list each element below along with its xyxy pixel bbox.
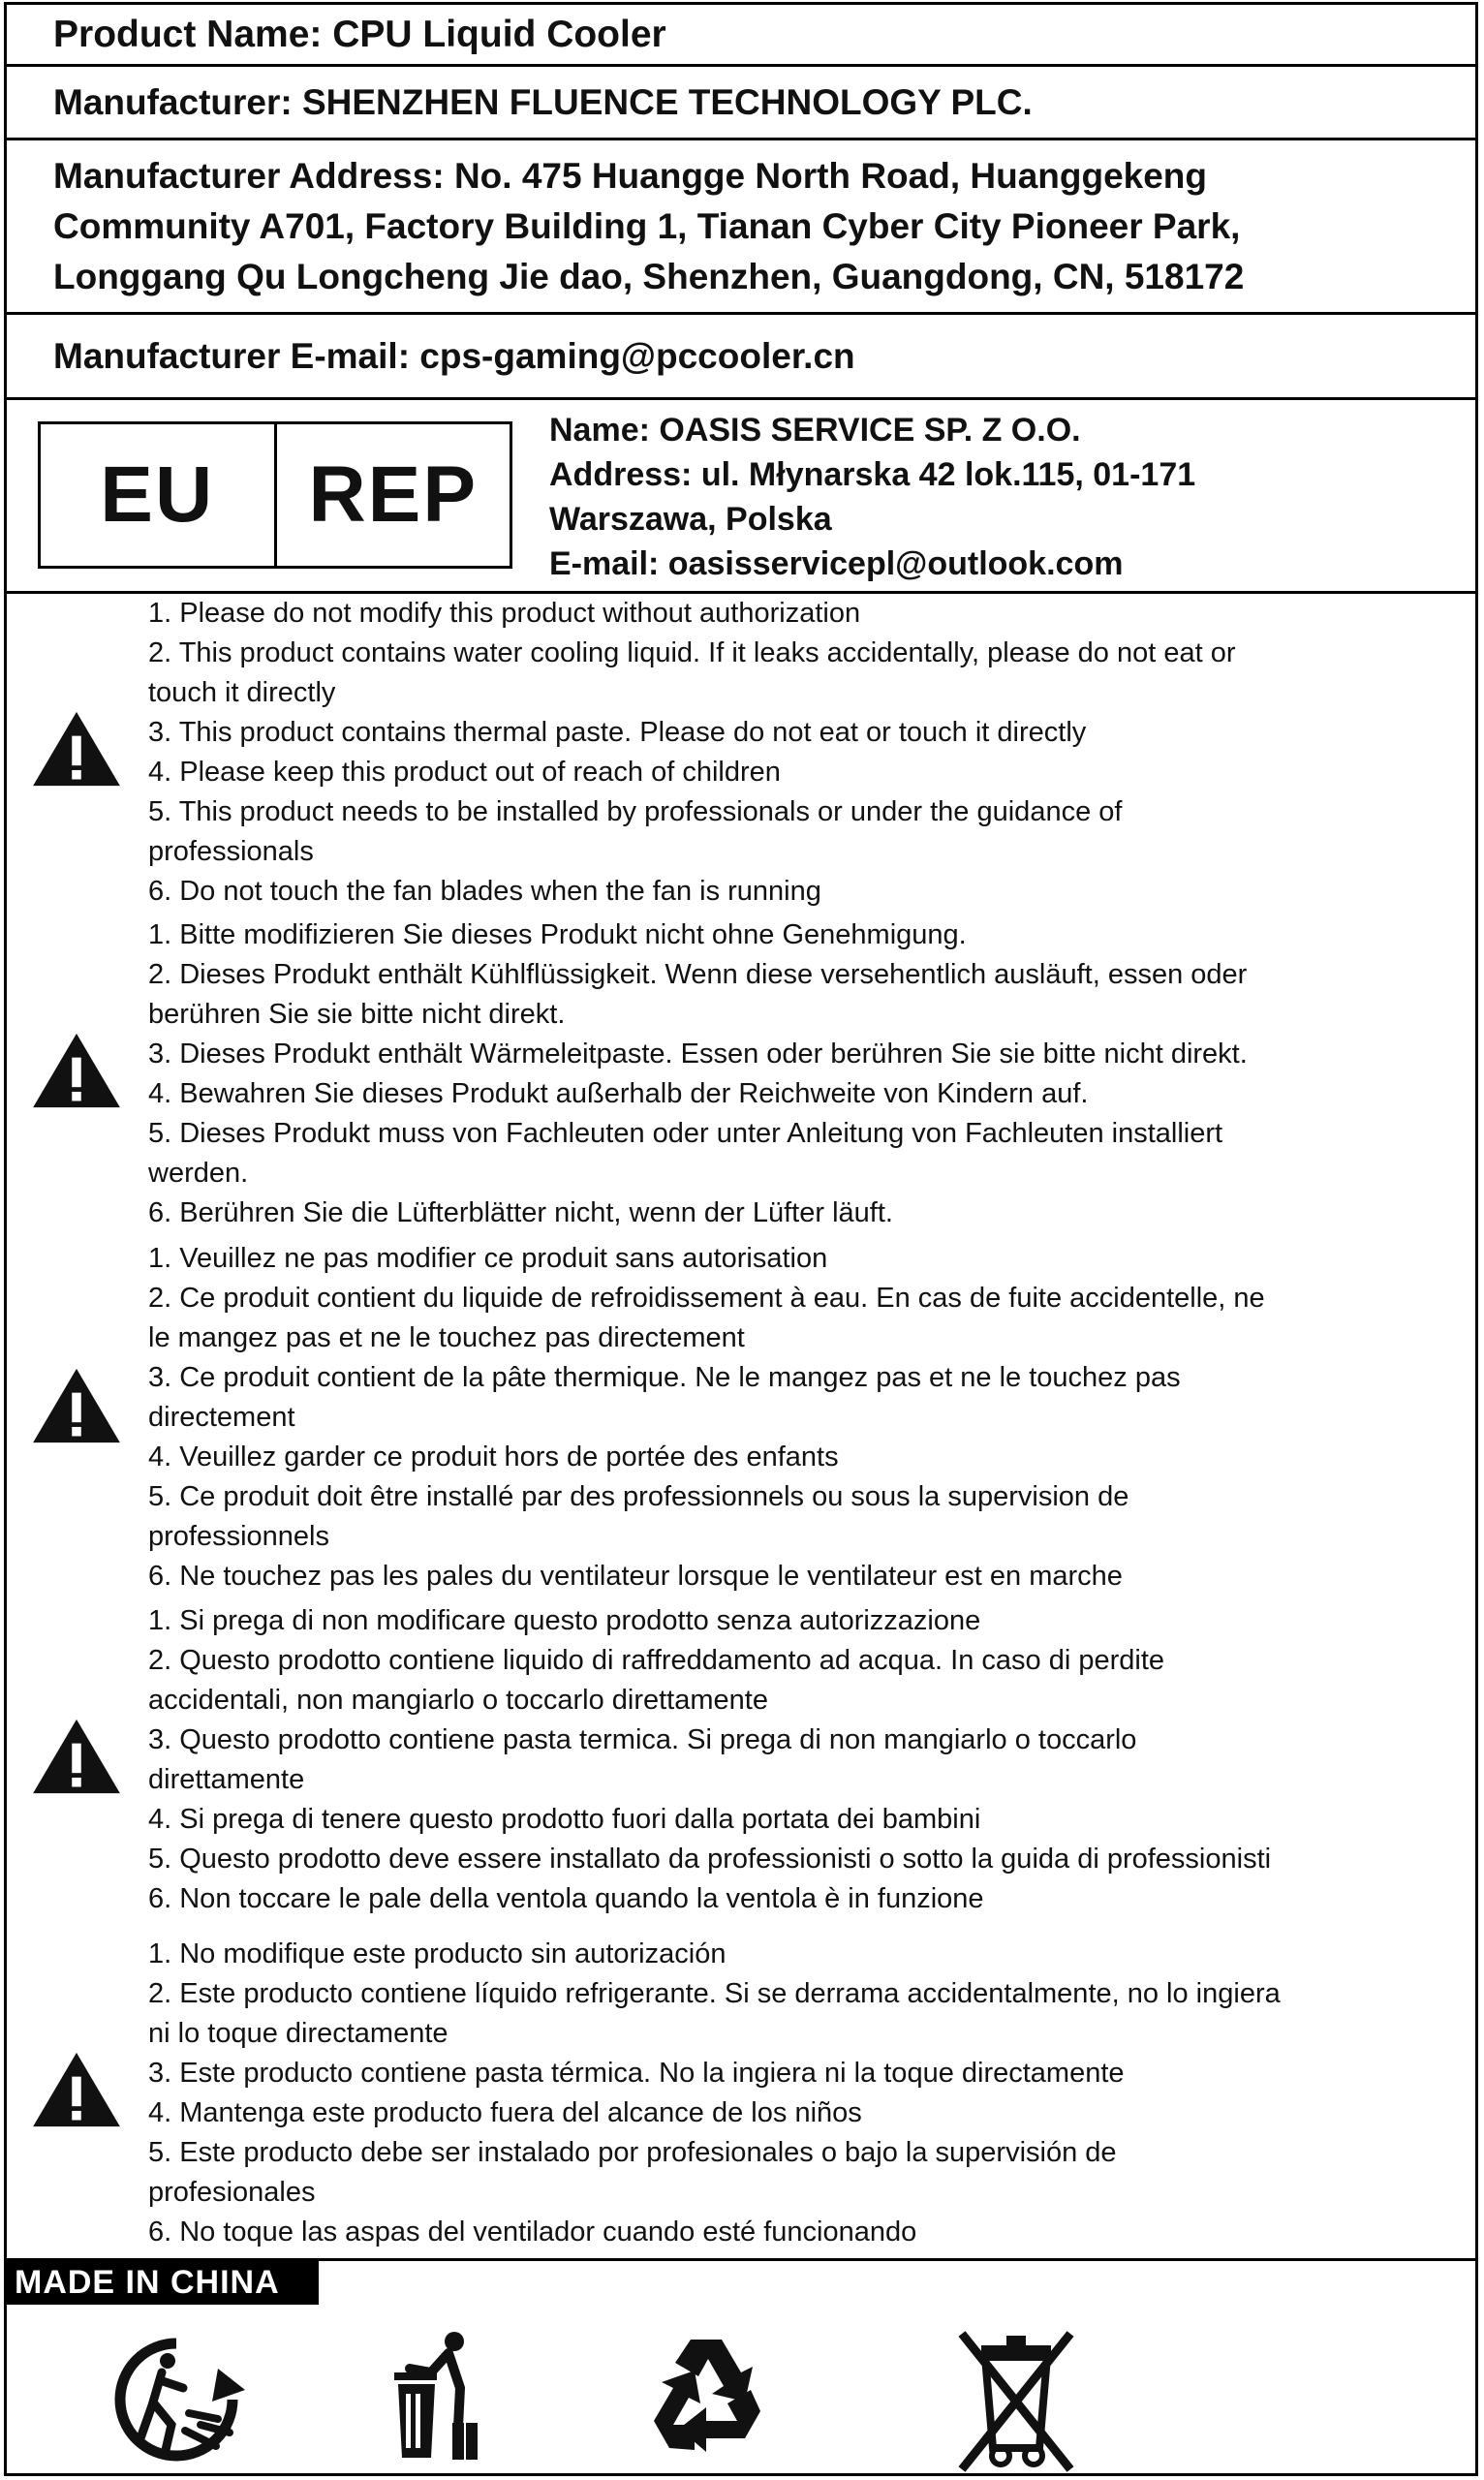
eu-label: EU (100, 450, 215, 539)
warning-line: 6. Non toccare le pale della ventola quando la ventola è in funzione (148, 1883, 984, 1914)
warning-line: 6. Ne touchez pas les pales du ventilateur lorsque le ventilateur est en marche (148, 1561, 1123, 1592)
warning-line: 3. Ce produit contient de la pâte thermique. Ne le mangez pas et ne le touchez pas (148, 1362, 1181, 1393)
warning-line: directement (148, 1402, 295, 1433)
warning-icon (30, 1365, 123, 1446)
eu-rep-name: Name: OASIS SERVICE SP. Z O.O. (549, 412, 1081, 449)
warning-line: 3. Este producto contiene pasta térmica. No la ingiera ni la toque directamente (148, 2058, 1125, 2089)
warning-line: 3. Dieses Produkt enthält Wärmeleitpaste. Essen oder berühren Sie sie bitte nicht direkt. (148, 1038, 1248, 1070)
warning-line: 5. Questo prodotto deve essere installato da professionisti o sotto la guida di professionisti (148, 1844, 1272, 1875)
warning-line: 1. Si prega di non modificare questo prodotto senza autorizzazione (148, 1605, 981, 1636)
warning-line: 6. Do not touch the fan blades when the fan is running (148, 876, 821, 907)
warning-text-en (148, 594, 1456, 912)
eu-rep-email: E-mail: oasisservicepl@outlook.com (549, 545, 1124, 582)
warning-line: 4. Bewahren Sie dieses Produkt außerhalb der Reichweite von Kindern auf. (148, 1078, 1089, 1109)
warning-line: 1. Veuillez ne pas modifier ce produit sans autorisation (148, 1243, 828, 1274)
eu-rep-symbol (38, 421, 512, 569)
warning-icon (30, 708, 123, 790)
warning-icon (30, 2049, 123, 2130)
manufacturer-email: Manufacturer E-mail: cps-gaming@pccooler.cn (53, 335, 855, 376)
warning-line: ni lo toque directamente (148, 2018, 448, 2049)
warning-icon (30, 1030, 123, 1111)
address-line: Longgang Qu Longcheng Jie dao, Shenzhen, Guangdong, CN, 518172 (53, 256, 1245, 296)
warning-line: 2. Este producto contiene líquido refrigerante. Si se derrama accidentalmente, no lo ingiera (148, 1978, 1281, 2009)
warning-line: 2. Dieses Produkt enthält Kühlflüssigkeit. Wenn diese versehentlich ausläuft, essen oder (148, 959, 1248, 990)
warning-line: 6. Berühren Sie die Lüfterblätter nicht, wenn der Lüfter läuft. (148, 1197, 893, 1228)
warning-line: 4. Si prega di tenere questo prodotto fuori dalla portata dei bambini (148, 1804, 981, 1835)
warning-line: berühren Sie sie bitte nicht direkt. (148, 999, 566, 1030)
warning-line: werden. (148, 1158, 249, 1189)
warning-line: 4. Mantenga este producto fuera del alcance de los niños (148, 2097, 862, 2128)
warning-line: accidentali, non mangiarlo o toccarlo direttamente (148, 1685, 768, 1716)
eu-rep-info (549, 408, 1195, 586)
warning-icon (30, 1716, 123, 1797)
warning-text-de (148, 915, 1456, 1233)
warning-block-it (7, 1601, 1475, 1921)
manufacturer-row (7, 67, 1475, 140)
warning-text-es (148, 1935, 1456, 2252)
manufacturer-address (53, 151, 1244, 302)
warning-block-de (7, 915, 1475, 1235)
warning-line: 6. No toque las aspas del ventilador cuando esté funcionando (148, 2216, 917, 2248)
warning-line: 4. Veuillez garder ce produit hors de portée des enfants (148, 1442, 839, 1472)
product-name: Product Name: CPU Liquid Cooler (53, 13, 666, 55)
weee-crossed-bin-icon (952, 2330, 1080, 2473)
warning-text-fr (148, 1239, 1456, 1596)
eu-rep-row (7, 400, 1475, 594)
triman-icon (104, 2330, 249, 2465)
warning-line: profesionales (148, 2177, 316, 2208)
warning-line: le mangez pas et ne le touchez pas directement (148, 1322, 745, 1353)
warning-line: 5. This product needs to be installed by professionals or under the guidance of (148, 796, 1123, 827)
manufacturer-address-row (7, 140, 1475, 315)
warning-line: 1. Bitte modifizieren Sie dieses Produkt nicht ohne Genehmigung. (148, 919, 967, 950)
manufacturer-email-row (7, 315, 1475, 400)
warning-line: 2. Questo prodotto contiene liquido di raffreddamento ad acqua. In caso di perdite (148, 1645, 1164, 1676)
made-in-china-badge: MADE IN CHINA (7, 2260, 319, 2305)
warning-block-fr (7, 1239, 1475, 1597)
address-line: Manufacturer Address: No. 475 Huangge North Road, Huanggekeng (53, 155, 1208, 196)
warning-line: 3. This product contains thermal paste. Please do not eat or touch it directly (148, 717, 1087, 748)
warning-line: 2. Ce produit contient du liquide de refroidissement à eau. En cas de fuite accidentelle, ne (148, 1283, 1265, 1314)
warning-line: professionals (148, 836, 314, 867)
tidyman-icon (381, 2330, 493, 2465)
warning-text-it (148, 1601, 1456, 1919)
warning-line: 1. No modifique este producto sin autorización (148, 1938, 727, 1969)
warning-line: 5. Ce produit doit être installé par des professionnels ou sous la supervision de (148, 1481, 1129, 1512)
product-name-row (7, 5, 1475, 67)
warning-line: 3. Questo prodotto contiene pasta termica. Si prega di non mangiarlo o toccarlo (148, 1724, 1137, 1755)
warning-line: touch it directly (148, 677, 336, 708)
eu-rep-city: Warszawa, Polska (549, 501, 832, 538)
rep-label: REP (274, 424, 510, 566)
manufacturer: Manufacturer: SHENZHEN FLUENCE TECHNOLOGY PLC. (53, 81, 1033, 122)
warning-line: 4. Please keep this product out of reach of children (148, 757, 781, 788)
warning-line: direttamente (148, 1764, 305, 1795)
warning-block-en (7, 594, 1475, 914)
recycle-icon (640, 2330, 772, 2462)
warning-line: 2. This product contains water cooling liquid. If it leaks accidentally, please do not eat or (148, 637, 1236, 668)
product-label (4, 2, 1478, 2476)
warning-line: 5. Dieses Produkt muss von Fachleuten oder unter Anleitung von Fachleuten installiert (148, 1118, 1223, 1149)
address-line: Community A701, Factory Building 1, Tianan Cyber City Pioneer Park, (53, 205, 1241, 246)
warning-line: 5. Este producto debe ser instalado por profesionales o bajo la supervisión de (148, 2137, 1117, 2168)
warning-line: 1. Please do not modify this product without authorization (148, 598, 861, 629)
eu-rep-address: Address: ul. Młynarska 42 lok.115, 01-171 (549, 456, 1196, 493)
warning-line: professionnels (148, 1521, 329, 1552)
warning-block-es (7, 1935, 1475, 2254)
